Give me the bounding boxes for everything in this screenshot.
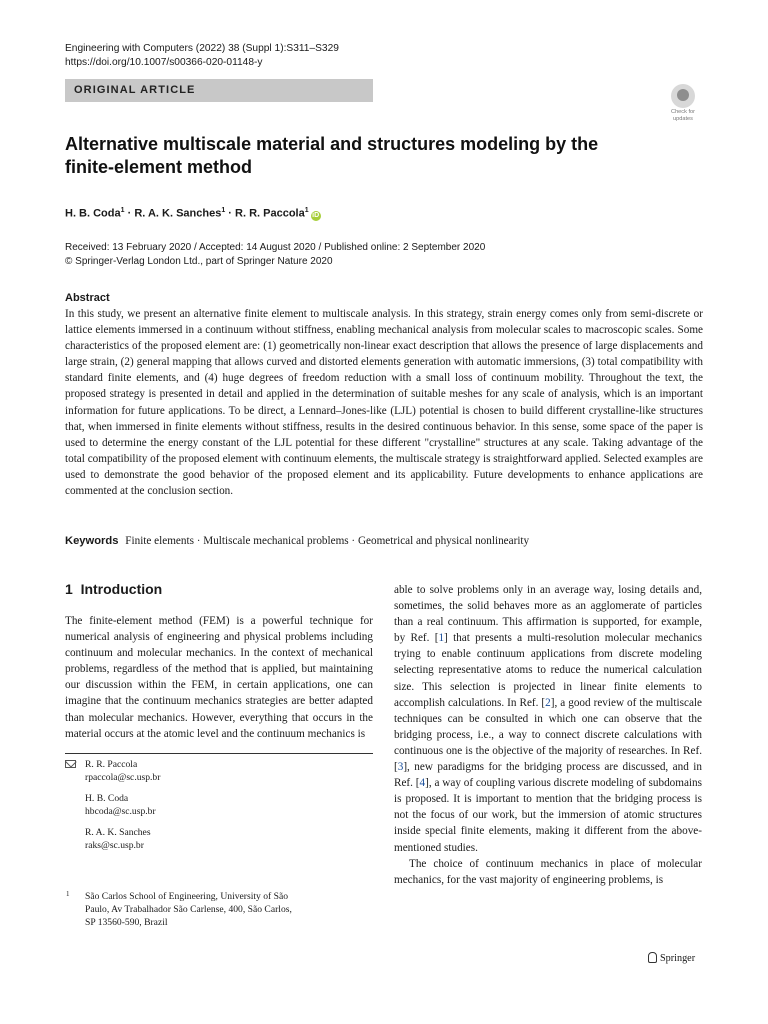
affiliation-text: SP 13560-590, Brazil [85,917,168,928]
paragraph-text: ] that presents a multi-resolution molecular mechanics trying to enable continuum applications from discrete modeling selecting representative atoms to reduce the numerical calculation size. This selection is projected in linear finite elements to accomplish calculations. In Ref. [ [394,632,702,709]
author-list [65,203,321,222]
section-heading [65,580,162,598]
contact-name: H. B. Coda [85,793,129,804]
section-title: Introduction [80,581,163,597]
publisher-name: Springer [660,953,696,964]
body-paragraph [394,582,702,856]
publication-dates: Received: 13 February 2020 / Accepted: 14 August 2020 / Published online: 2 September 2020 [65,242,486,253]
orcid-icon[interactable]: iD [312,211,320,219]
check-updates-line1: Check for [671,109,695,115]
check-for-updates-badge[interactable] [665,84,701,124]
keywords [65,534,529,549]
abstract-heading: Abstract [65,292,110,304]
right-column [394,582,702,888]
copyright-notice: © Springer-Verlag London Ltd., part of Springer Nature 2020 [65,256,333,267]
author-separator: · [225,207,236,220]
author-name[interactable]: R. R. Paccola [235,207,305,220]
doi-link[interactable]: https://doi.org/10.1007/s00366-020-01148-y [65,57,263,68]
paragraph-text: ], new paradigms for the bridging process are discussed, and in Ref. [ [394,761,702,790]
affiliation-text: São Carlos School of Engineering, University of São [85,891,289,902]
journal-citation: Engineering with Computers (2022) 38 (Suppl 1):S311–S329 [65,43,339,54]
author-separator: · [124,207,135,220]
contact-name: R. A. K. Sanches [85,827,151,838]
envelope-icon [65,760,76,768]
contact-email[interactable]: rpaccola@sc.usp.br [85,772,161,783]
springer-horse-icon [648,952,657,963]
abstract-text: In this study, we present an alternative finite element to multiscale analysis. In this strategy, strain energy comes only from semi-discrete or lattice elements immersed in a continuum without stiffness, enabling mechanical analysis from molecular scales to macroscopic scales. Some characteristics of the proposed element are: (1) geometrically non-linear exact description that allows the presence of large displacements and large strain, (2) general mapping that allows curved and distorted elements generation with automatic immersions, (3) total compatibility with standard finite elements, and (4) huge degrees of freedom reduction with a small loss of continuum mobility. Throughout the text, the proposed strategy is presented in detail and applied in the determination of suitable meshes for any scale of analysis, which is an important information for future applications. To be direct, a Lennard–Jones-like (LJL) potential is chosen to build different crystalline-like structures that, when immersed in finite elements without stiffness, results in the desired continuous behavior. In this sense, some space of the paper is used to determine the energy constant of the LJL potential for these different "crystalline" structures at any scale. Taking advantage of the total compatibility of the proposed element with continuum elements, the multiscale strategy is straightforward applied. Selected examples are used to demonstrate the good behavior of the proposed element and its applicability. Future developments to enhance applications are commented at the conclusion section. [65,308,703,498]
left-column [65,613,373,742]
affiliation-marker: 1 [221,207,226,214]
reference-link[interactable]: 4 [419,777,426,790]
affiliation-number: 1 [66,890,70,898]
author-name[interactable]: H. B. Coda [65,207,121,220]
paragraph-text: able to solve problems only in an average way, losing details and, sometimes, the solid behaves more as an agglomerate of particles than a real continuum. This affirmation is supported, for example, by Ref. [ [394,584,702,645]
footnote-divider [65,753,373,754]
reference-link[interactable]: 1 [438,632,445,645]
affiliation-text: Paulo, Av Trabalhador São Carlense, 400, São Carlos, [85,904,292,915]
contact-email[interactable]: raks@sc.usp.br [85,840,144,851]
paragraph-text: ], a good review of the multiscale techniques can be consulted in which one can observe that the bridging process, i.e., a way to connect discrete calculations with continuous one is the objective of the majority of researches. In Ref. [ [394,696,702,774]
affiliation-marker: 1 [120,207,125,214]
article-type-label: ORIGINAL ARTICLE [65,79,373,102]
affiliation-marker: 1 [304,207,309,214]
publisher-logo [648,952,695,966]
keywords-text: Finite elements · Multiscale mechanical problems · Geometrical and physical nonlinearity [125,535,530,547]
contact-name: R. R. Paccola [85,759,138,770]
body-paragraph: The choice of continuum mechanics in place of molecular mechanics, for the vast majority of engineering problems, is [394,857,702,886]
check-updates-icon [671,84,695,108]
keywords-label: Keywords [65,535,119,547]
reference-link[interactable]: 3 [397,761,404,774]
author-name[interactable]: R. A. K. Sanches [134,207,222,220]
check-updates-line2: updates [673,116,693,122]
reference-link[interactable]: 2 [545,696,551,709]
contact-email[interactable]: hbcoda@sc.usp.br [85,806,156,817]
body-paragraph: The finite-element method (FEM) is a powerful technique for numerical analysis of engineering and physical problems including continuum and molecular mechanics. In the context of mechanical problems, regardless of the method that is applied, but maintaining our discussion within the FEM, in certain applications, one can imagine that the continuum mechanics strategies are better adapted than molecular mechanics. However, everything that occurs in the material occurs at the atomic level and the continuum mechanics is [65,615,373,740]
paragraph-text: ], a way of coupling various discrete modeling of subdomains is proposed. It is important to mention that the bridging process is not the focus of our work, but the immersion of atomic structures inside special finite elements, making it different from the above-mentioned studies. [394,777,702,854]
article-title: Alternative multiscale material and structures modeling by the finite-element method [65,134,599,177]
section-number: 1 [65,581,73,597]
